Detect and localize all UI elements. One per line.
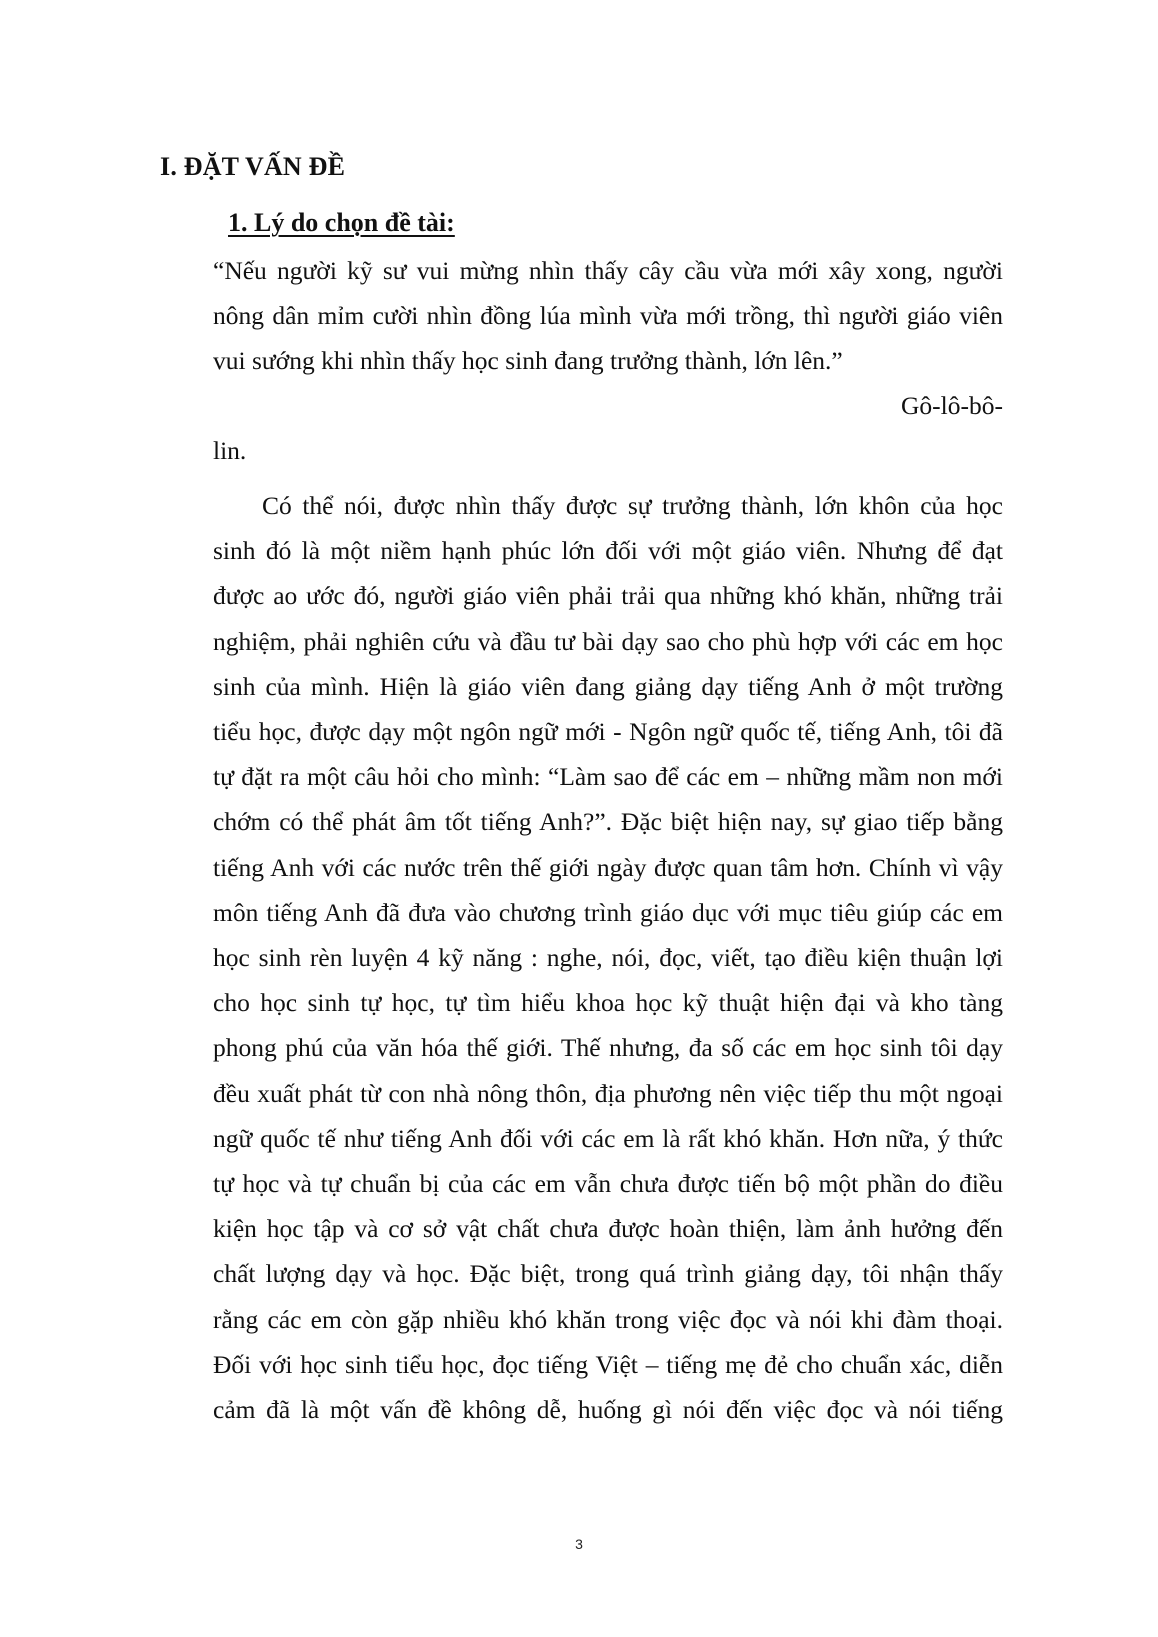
body-line: môn tiếng Anh đã đưa vào chương trình giáo dục với mục tiêu giúp các em — [213, 897, 1003, 927]
body-line: tiếng Anh với các nước trên thế giới ngày được quan tâm hơn. Chính vì vậy — [213, 852, 1003, 882]
body-line: ngữ quốc tế như tiếng Anh đối với các em là rất khó khăn. Hơn nữa, ý thức — [213, 1123, 1003, 1153]
body-line: tự đặt ra một câu hỏi cho mình: “Làm sao để các em – những mầm non mới — [213, 762, 1003, 792]
body-line: chớm có thể phát âm tốt tiếng Anh?”. Đặc biệt hiện nay, sự giao tiếp bằng — [213, 807, 1003, 837]
body-line: Có thể nói, được nhìn thấy được sự trưởng thành, lớn khôn của học — [262, 491, 1003, 520]
body-line: kiện học tập và cơ sở vật chất chưa được hoàn thiện, làm ảnh hưởng đến — [213, 1214, 1003, 1244]
body-line: được ao ước đó, người giáo viên phải trải qua những khó khăn, những trải — [213, 581, 1003, 611]
page-number: 3 — [575, 1536, 583, 1552]
body-line: tiểu học, được dạy một ngôn ngữ mới - Ngôn ngữ quốc tế, tiếng Anh, tôi đã — [213, 717, 1003, 746]
body-line: rằng các em còn gặp nhiều khó khăn trong việc đọc và nói khi đàm thoại. — [213, 1304, 1003, 1334]
body-line: tự học và tự chuẩn bị của các em vẫn chưa được tiến bộ một phần do điều — [213, 1169, 1003, 1198]
body-line: học sinh rèn luyện 4 kỹ năng : nghe, nói, đọc, viết, tạo điều kiện thuận lợi — [213, 943, 1003, 972]
body-line: cho học sinh tự học, tự tìm hiểu khoa học kỹ thuật hiện đại và kho tàng — [213, 988, 1003, 1018]
body-line: sinh đó là một niềm hạnh phúc lớn đối với một giáo viên. Nhưng để đạt — [213, 536, 1003, 566]
quote-line: “Nếu người kỹ sư vui mừng nhìn thấy cây cầu vừa mới xây xong, người — [213, 256, 1003, 285]
body-line: chất lượng dạy và học. Đặc biệt, trong quá trình giảng dạy, tôi nhận thấy — [213, 1259, 1003, 1289]
quote-line: nông dân mỉm cười nhìn đồng lúa mình vừa mới trồng, thì người giáo viên — [213, 301, 1003, 330]
body-line: đều xuất phát từ con nhà nông thôn, địa phương nên việc tiếp thu một ngoại — [213, 1078, 1003, 1108]
quote-author-continued: lin. — [213, 436, 247, 465]
quote-author: Gô-lô-bô- — [901, 391, 1003, 420]
quote-line: vui sướng khi nhìn thấy học sinh đang trưởng thành, lớn lên.” — [213, 346, 843, 375]
body-line: sinh của mình. Hiện là giáo viên đang giảng dạy tiếng Anh ở một trường — [213, 671, 1003, 701]
body-line: cảm đã là một vấn đề không dễ, huống gì nói đến việc đọc và nói tiếng — [213, 1395, 1003, 1424]
subsection-heading: 1. Lý do chọn đề tài: — [228, 208, 455, 237]
body-line: phong phú của văn hóa thế giới. Thế nhưng, đa số các em học sinh tôi dạy — [213, 1033, 1003, 1063]
body-line: Đối với học sinh tiểu học, đọc tiếng Việt – tiếng mẹ đẻ cho chuẩn xác, diễn — [213, 1349, 1003, 1379]
body-line: nghiệm, phải nghiên cứu và đầu tư bài dạy sao cho phù hợp với các em học — [213, 626, 1003, 656]
section-heading: I. ĐẶT VẤN ĐỀ — [160, 152, 346, 181]
